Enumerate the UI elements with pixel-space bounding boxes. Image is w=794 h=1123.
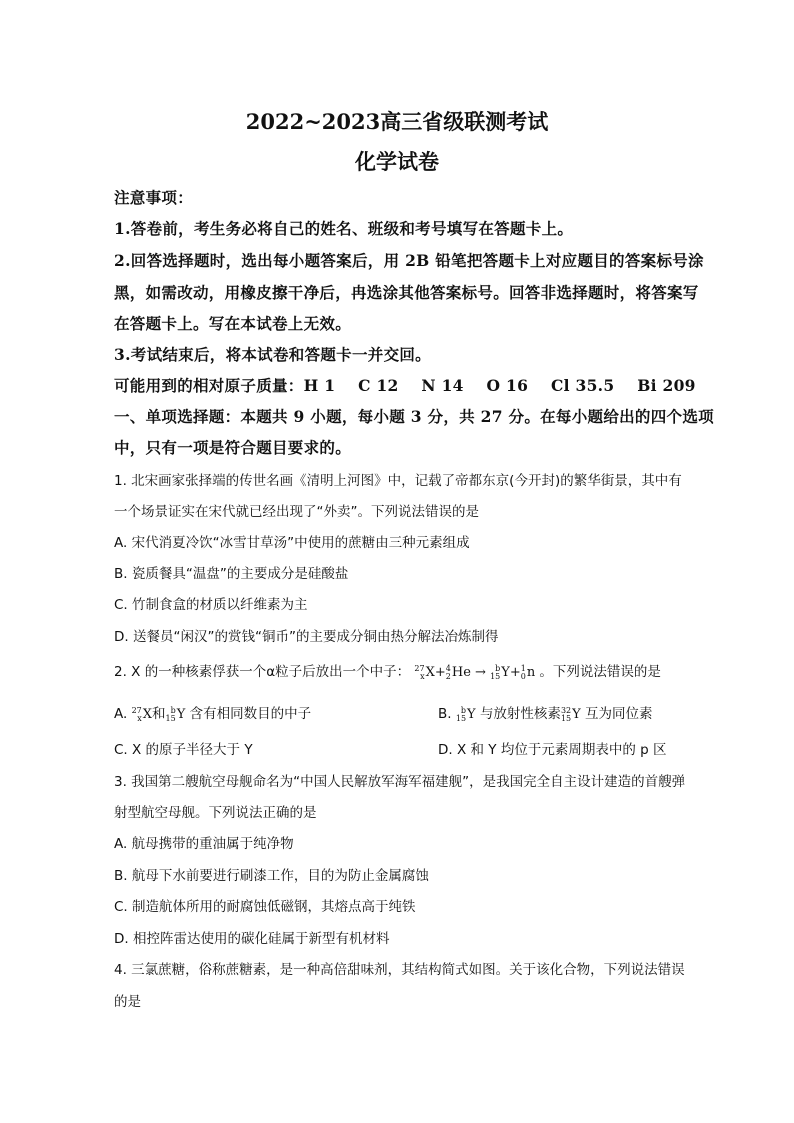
exam-title: 2022~2023高三省级联测考试 (245, 109, 549, 134)
q1-option-c: C. 竹制食盒的材质以纤维素为主 (114, 597, 308, 613)
q1-option-a: A. 宋代消夏冷饮“冰雪甘草汤”中使用的蔗糖由三种元素组成 (114, 535, 470, 551)
reaction-arrow: → (475, 665, 486, 680)
section-1-heading-line-1: 一、单项选择题：本题共 9 小题，每小题 3 分，共 27 分。在每小题给出的四个选项 (114, 407, 714, 426)
q1-option-b: B. 瓷质餐具“温盘”的主要成分是硅酸盐 (114, 566, 349, 582)
notice-item-2-line-1: 2.回答选择题时，选出每小题答案后，用 2B 铅笔把答题卡上对应题目的答案标号涂 (114, 251, 704, 270)
q3-option-b: B. 航母下水前要进行刷漆工作，目的为防止金属腐蚀 (114, 868, 429, 884)
section-1-heading-line-2: 中，只有一项是符合题目要求的。 (114, 438, 352, 457)
notice-item-1: 1.答卷前，考生务必将自己的姓名、班级和考号填写在答题卡上。 (114, 219, 574, 238)
q2-stem-tail: 。下列说法错误的是 (539, 664, 661, 680)
q3-stem-line-1: 3. 我国第二艘航空母舰命名为“中国人民解放军海军福建舰”，是我国完全自主设计建造的首艘弹 (114, 774, 686, 790)
notice-item-2-line-2: 黑，如需改动，用橡皮擦干净后，冉选涂其他答案标号。回答非选择题时，将答案写 (114, 283, 699, 302)
notice-item-2-line-3: 在答题卡上。写在本试卷上无效。 (114, 314, 352, 333)
q1-stem-line-2: 一个场景证实在宋代就已经出现了“外卖”。下列说法错误的是 (114, 504, 479, 520)
q4-stem-line-2: 的是 (114, 994, 141, 1010)
q4-stem-line-1: 4. 三氯蔗糖，俗称蔗糖素，是一种高倍甜味剂，其结构简式如图。关于该化合物，下列说法错误 (114, 962, 685, 978)
notice-heading: 注意事项： (114, 188, 194, 207)
x-nuclide-numbers: 27 x (414, 663, 425, 681)
notice-item-3: 3.考试结束后，将本试卷和答题卡一并交回。 (114, 345, 431, 364)
q3-option-a: A. 航母携带的重油属于纯净物 (114, 836, 294, 852)
q2-option-a: A. 27 x X和 b 15 Y 含有相同数目的中子 (114, 705, 312, 723)
nuclear-equation: 27 x X+ 4 2 He → b 15 Y+ 1 0 n (414, 663, 536, 681)
q2-option-d: D. X 和 Y 均位于元素周期表中的 p 区 (438, 742, 667, 758)
q2-stem (114, 660, 661, 681)
q2-option-b: B. b 15 Y 与放射性核素 32 15 Y 互为同位素 (438, 705, 653, 723)
q2-stem-text: 2. X 的一种核素俘获一个α粒子后放出一个中子： (114, 664, 411, 680)
q1-stem-line-1: 1. 北宋画家张择端的传世名画《清明上河图》中，记载了帝都东京(今开封)的繁华街景，其中有 (114, 473, 682, 489)
q3-option-d: D. 相控阵雷达使用的碳化硅属于新型有机材料 (114, 931, 390, 947)
q2-option-c: C. X 的原子半径大于 Y (114, 742, 253, 758)
q1-option-d: D. 送餐员“闲汉”的赏钱“铜币”的主要成分铜由热分解法冶炼制得 (114, 629, 499, 645)
exam-subtitle: 化学试卷 (355, 149, 439, 174)
atomic-mass-line: 可能用到的相对原子质量：H 1 C 12 N 14 O 16 Cl 35.5 Bi 209 (114, 376, 696, 395)
q3-stem-line-2: 射型航空母舰。下列说法正确的是 (114, 805, 317, 821)
q3-option-c: C. 制造航体所用的耐腐蚀低磁钢，其熔点高于纯铁 (114, 899, 416, 915)
